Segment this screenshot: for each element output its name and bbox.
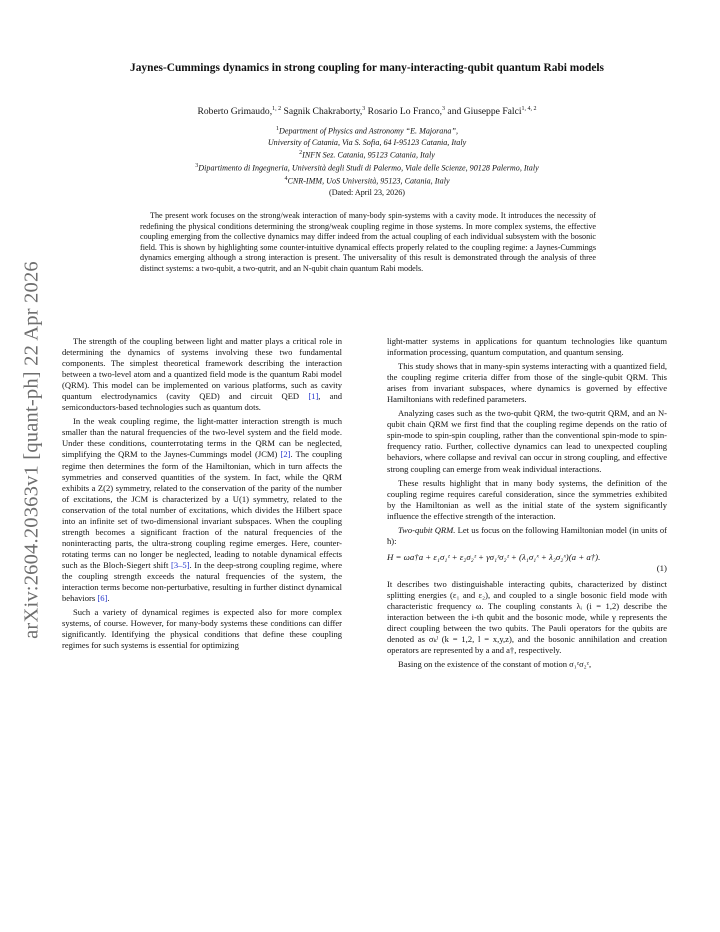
citation-link[interactable]: [3–5] — [171, 559, 190, 570]
section-heading: Two-qubit QRM. — [398, 524, 456, 535]
affiliation-line: University of Catania, Via S. Sofia, 64 I-95123 Catania, Italy — [267, 137, 467, 147]
author-name: Roberto Grimaudo, — [197, 106, 273, 118]
author-affil-sup: 1, 4, 2 — [521, 106, 537, 112]
equation-1 — [387, 552, 667, 576]
affiliation-line: $^3$Dipartimento di Ingegneria, Università degli Studi di Palermo, Viale delle Scienze, 90128 Palermo, Italy — [195, 162, 539, 173]
author-affil-sup: 3 — [362, 106, 366, 112]
affiliation-line: $^2$INFN Sez. Catania, 95123 Catania, Italy — [299, 150, 435, 160]
right-column — [387, 336, 667, 673]
left-column — [62, 336, 342, 654]
citation-link[interactable]: [2] — [280, 449, 291, 460]
paper-title: Jaynes-Cummings dynamics in strong coupling for many-interacting-qubit quantum Rabi models — [130, 62, 604, 74]
author-name: Sagnik Chakraborty, — [281, 106, 363, 118]
paragraph: The strength of the coupling between light and matter plays a critical role in determining the dynamics of systems involving these two fundamental components. The simplest theoretical framework describing the interaction between a two-level atom and a quantized field mode is the quantum Rabi model (QRM). This model can be implemented on various platforms, such as cavity quantum electrodynamics (cavity QED) and circuit QED [1], and semiconductors-based technologies such as quantum dots. — [62, 336, 342, 413]
paragraph: It describes two distinguishable interacting qubits, characterized by distinct splitting energies (ε₁ and ε₂), and coupled to a single bosonic field mode with characteristic frequency ω. The coupling constants λᵢ (i = 1,2) describe the interaction between the i-th qubit and the bosonic mode, while γ represents the direct coupling between the two qubits. The Pauli operators for the qubits are denoted as σₖˡ (k = 1,2, l = x,y,z), and the bosonic annihilation and creation operators are represented by a and a†, respectively. — [387, 578, 667, 656]
affiliation-line: $^1$Department of Physics and Astronomy “E. Majorana”, — [276, 126, 458, 136]
arxiv-sidebar — [2, 230, 62, 670]
paragraph: light-matter systems in applications for quantum technologies like quantum information processing, quantum computation, and quantum sensing. — [387, 336, 667, 358]
author-affil-sup: 1, 2 — [272, 106, 282, 112]
paragraph: Such a variety of dynamical regimes is expected also for more complex systems, of course. However, for many-body systems these conditions can differ significantly. Identifying the physical conditions that define these coupling regimes for such systems is essential for optimizing — [62, 607, 342, 651]
affiliation-line: $^4$CNR-IMM, UoS Università, 95123, Catania, Italy — [284, 175, 450, 186]
paragraph: These results highlight that in many body systems, the definition of the coupling regime requires careful consideration, since the symmetries exhibited by the Hamiltonian as well as the initial state of the system significantly influence the effective strength of the interaction. — [387, 477, 667, 521]
arxiv-identifier: arXiv:2604.20363v1 [quant-ph] 22 Apr 2026 — [20, 261, 43, 639]
paragraph: In the weak coupling regime, the light-matter interaction strength is much smaller than the natural frequencies of the two-level system and the field mode. Under these conditions, counterrotating terms in the QRM can be neglected, simplifying the QRM to the Jaynes-Cummings model (JCM) [2]. The coupling regime then determines the form of the Hamiltonian, which in turn affects the symmetries and conserved quantities of the system. In fact, while the QRM exhibits a Z(2) symmetry, related to the conservation of the parity of the number of excitations, the JCM is characterized by a U(1) symmetry, related to the conservation of the total number of excitations, which divides the Hilbert space into an infinite set of two-dimensional invariant subspaces. When the coupling strength becomes a significant fraction of the natural frequencies of the noninteracting parts, the ultra-strong coupling regime emerges. Here, counter-rotating terms can no longer be neglected, leading to notable dynamical effects such as the Bloch-Siegert shift [3–5]. In the deep-strong coupling regime, where the coupling strength exceeds the natural frequencies of the system, the interaction terms become non-perturbative, resulting in further distinct dynamical behaviors [6]. — [62, 416, 342, 604]
paragraph: Basing on the existence of the constant of motion σ₁ᶻσ₂ᶻ, — [398, 659, 592, 670]
equation-body: H = ωa†a + ε₁σ₁ᶻ + ε₂σ₂ᶻ + γσ₁ᶻσ₂ᶻ + (λ₁σ₁ˣ + λ₂σ₂ˣ)(a + a†). — [387, 551, 601, 562]
author-affil-sup: 3 — [442, 106, 446, 112]
author-list — [60, 106, 674, 117]
paragraph: This study shows that in many-spin systems interacting with a quantized field, the coupling regime criteria differ from those of the single-qubit QRM. This arises from invariant subspaces, where dynamics is governed by effective Hamiltonians with redefined parameters. — [387, 361, 667, 405]
paragraph: Two-qubit QRM. Let us focus on the following Hamiltonian model (in units of ħ): — [387, 524, 667, 546]
affiliations — [60, 124, 674, 198]
abstract: The present work focuses on the strong/weak interaction of many-body spin-systems with a cavity mode. It introduces the necessity of redefining the physical conditions determining the strong/weak coupling regime in those systems. In more complex systems, the effective coupling emerging from the collective dynamics may differ indeed from the actual coupling of each individual subsystem with the bosonic field. This is shown by highlighting some counter-intuitive dynamical effects properly related to the coupling regime: a Jaynes-Cummings dynamics emerging although a strong interaction is present. The universality of this result is demonstrated through the analysis of three distinct systems: a two-qubit, a two-qutrit, and an N-qubit chain quantum Rabi models. — [140, 211, 596, 273]
date-line: (Dated: April 23, 2026) — [329, 187, 405, 197]
paragraph: Analyzing cases such as the two-qubit QRM, the two-qutrit QRM, and an N-qubit chain QRM we first find that the coupling regime depends on the ratio of spin-mode to spin-spin coupling, rather than the conventional spin-mode to spin-frequency ratio. Further, collective dynamics can lead to unexpected coupling behaviors, where collapse and revival can occur in strong coupling, and effective strong coupling can emerge from weak individual interactions. — [387, 408, 667, 474]
citation-link[interactable]: [1] — [308, 391, 319, 402]
author-name: and Giuseppe Falci — [445, 106, 522, 118]
citation-link[interactable]: [6] — [97, 593, 108, 604]
equation-number: (1) — [656, 562, 667, 573]
author-name: Rosario Lo Franco, — [365, 106, 443, 118]
